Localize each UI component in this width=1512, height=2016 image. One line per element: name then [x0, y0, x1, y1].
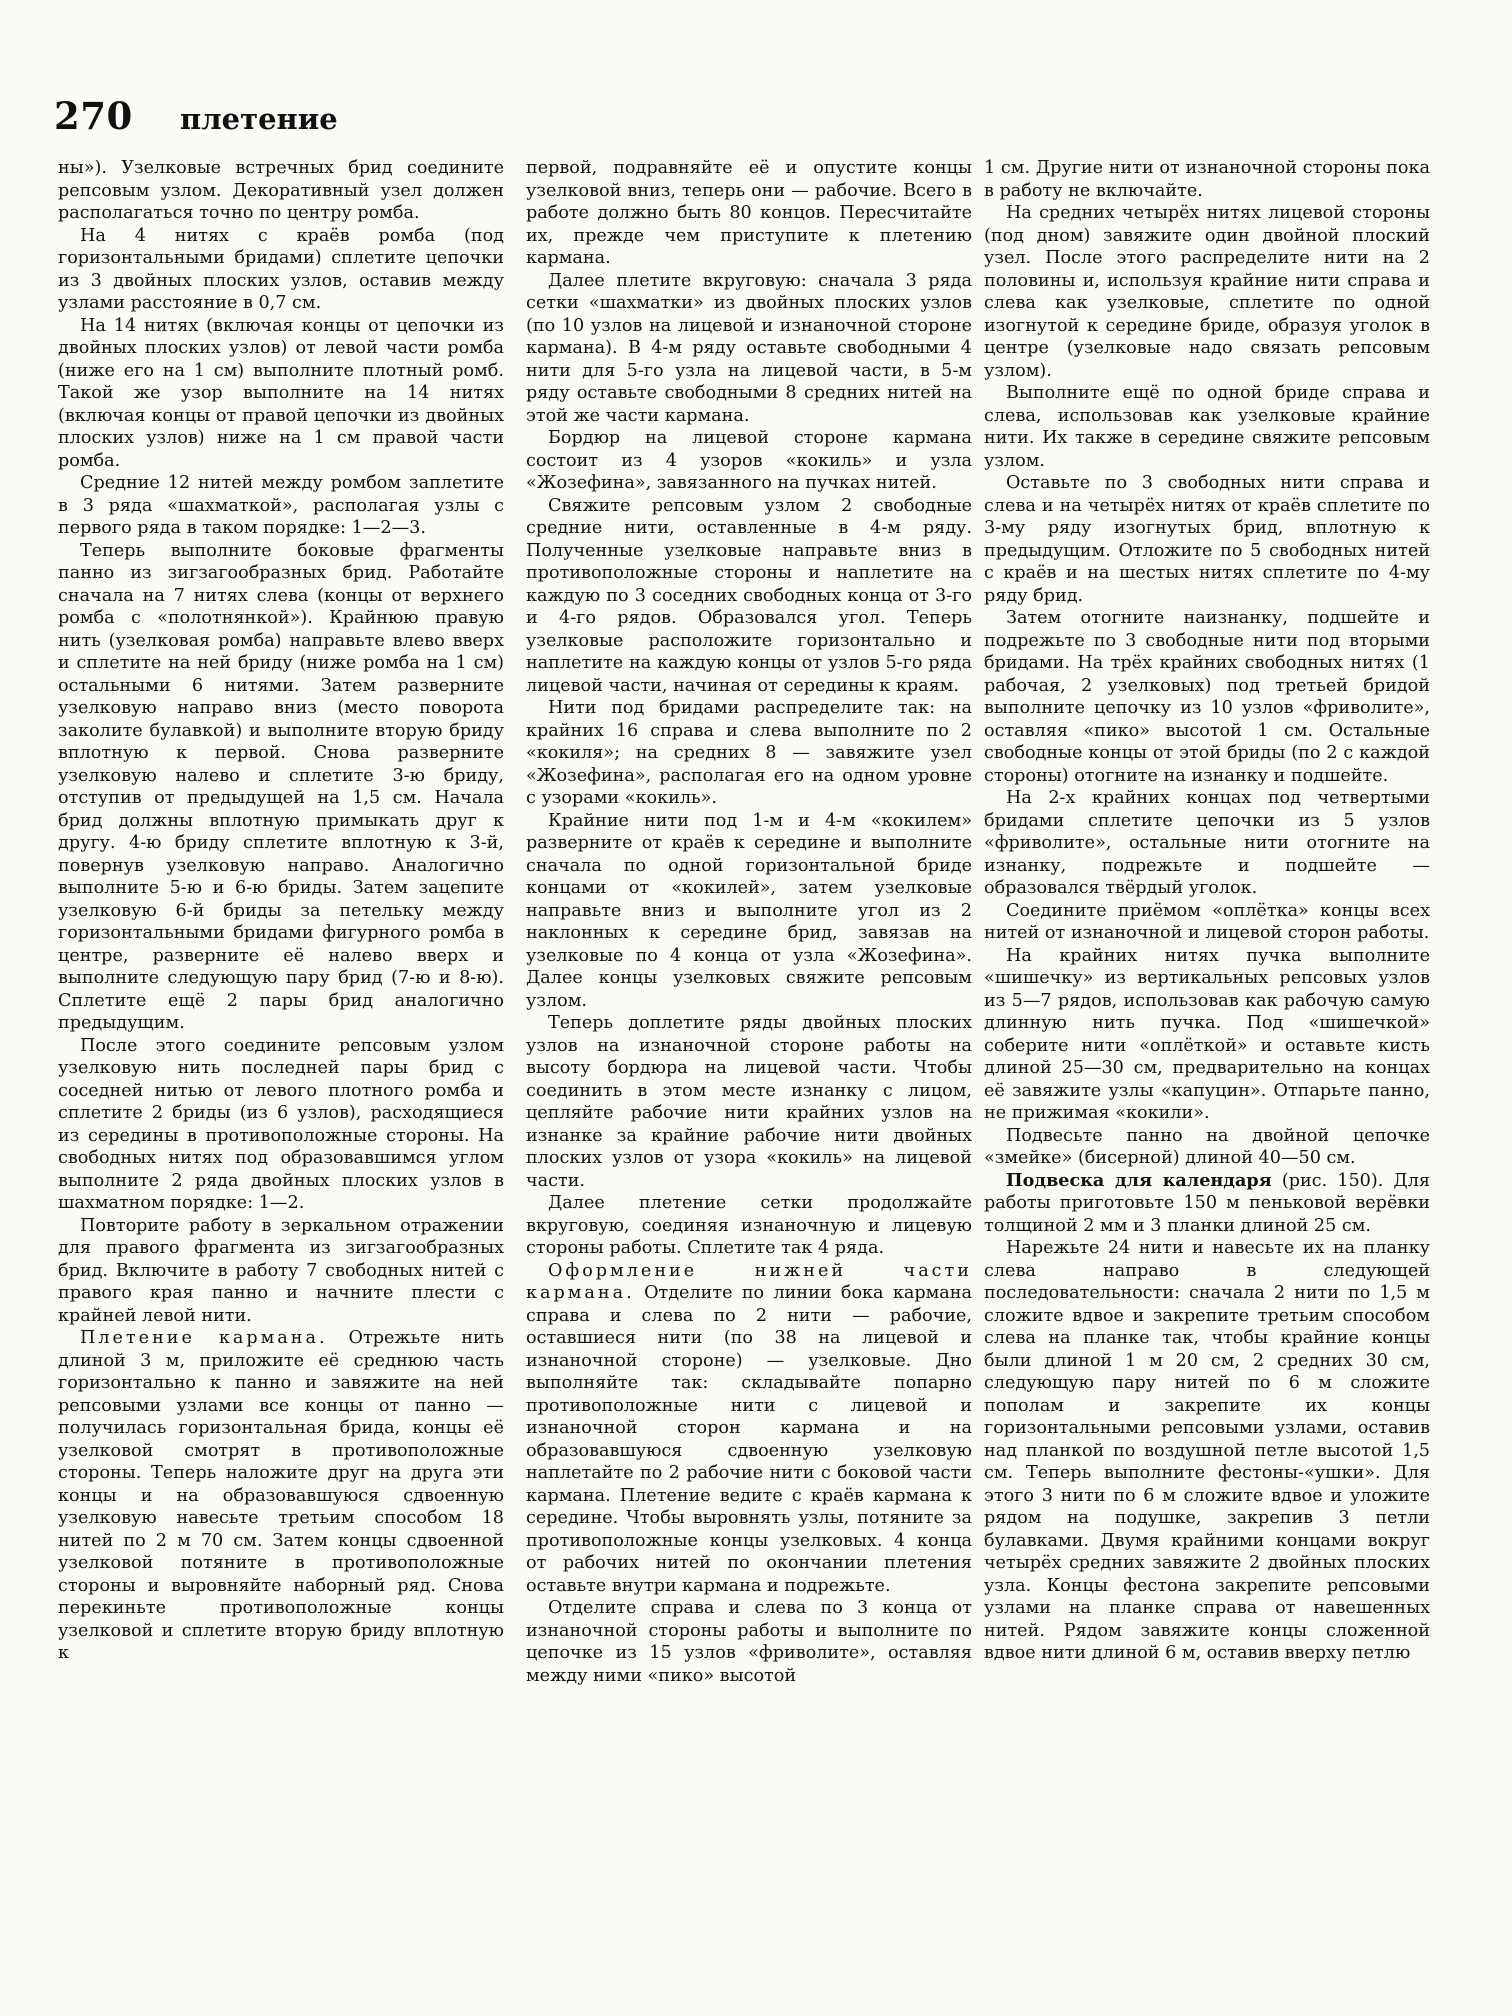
paragraph-text: Отделите справа и слева по 3 конца от изнаночной стороны работы и выполните по цепочке из 15 узлов «фриволите», оставляя между ними «пико» высотой [526, 1598, 972, 1686]
paragraph [526, 1597, 972, 1687]
paragraph-text: Затем отогните наизнанку, подшейте и подрежьте по 3 свободные нити под вторыми бридами. На трёх крайних свободных нитях (1 рабочая, 2 узелковых) под третьей бридой выполните цепочку из 10 узлов «фриволите», оставляя «пико» высотой 1 см. Остальные свободные концы от этой бриды (по 2 с каждой стороны) отогните на изнанку и подшейте. [984, 608, 1430, 786]
paragraph [58, 157, 504, 225]
paragraph [984, 382, 1430, 472]
paragraph [526, 1012, 972, 1192]
paragraph-text: Теперь выполните боковые фрагменты панно из зигзагообразных брид. Работайте сначала на 7 нитях слева (концы от верхнего ромба с «полотнянкой»). Крайнюю правую нить (узелковая ромба) направьте влево вверх и сплетите на ней бриду (ниже ромба на 1 см) остальными 6 нитями. Затем разверните узелковую направо вниз (место поворота заколите булавкой) и выполните вторую бриду вплотную к первой. Снова разверните узелковую налево и сплетите 3-ю бриду, отступив от предыдущей на 1,5 см. Начала брид должны вплотную примыкать друг к другу. 4-ю бриду сплетите вплотную к 3-й, повернув узелковую направо. Аналогично выполните 5-ю и 6-ю бриды. Затем зацепите узелковую 6-й бриды за петельку между горизонтальными бридами фигурного ромба в центре, разверните её налево вверх и выполните следующую пару брид (7-ю и 8-ю). Сплетите ещё 2 пары брид аналогично предыдущим. [58, 540, 504, 1033]
paragraph [526, 810, 972, 1013]
paragraph-text: На 4 нитях с краёв ромба (под горизонтальными бридами) сплетите цепочки из 3 двойных плоских узлов, оставив между узлами расстояние в 0,7 см. [58, 225, 504, 313]
paragraph [984, 945, 1430, 1125]
paragraph [58, 1035, 504, 1215]
paragraph-text: первой, подравняйте её и опустите концы узелковой вниз, теперь они — рабочие. Всего в работе должно быть 80 концов. Пересчитайте их, прежде чем приступите к плетению кармана. [526, 158, 972, 268]
paragraph-text: Теперь доплетите ряды двойных плоских узлов на изнаночной стороне работы на высоту бордюра на лицевой части. Чтобы соединить в этом месте изнанку с лицом, цепляйте рабочие нити крайних узлов на изнанке за крайние рабочие нити двойных плоских узлов от узора «кокиль» на лицевой части. [526, 1013, 972, 1191]
paragraph-text: На крайних нитях пучка выполните «шишечку» из вертикальных репсовых узлов из 5—7 рядов, использовав как рабочую самую длинную нить пучка. Под «шишечкой» соберите нити «оплёткой» и оставьте кисть длиной 25—30 см, предварительно на концах её завяжите узлы «капуцин». Отпарьте панно, не прижимая «кокили». [984, 945, 1430, 1123]
paragraph [58, 540, 504, 1035]
paragraph [984, 787, 1430, 900]
paragraph [58, 1327, 504, 1665]
paragraph-text: ны»). Узелковые встречных брид соедините репсовым узлом. Декоративный узел должен располагаться точно по центру ромба. [58, 158, 504, 223]
paragraph [58, 225, 504, 315]
paragraph-text: Отделите по линии бока кармана справа и слева по 2 нити — рабочие, оставшиеся нити (по 38 на лицевой и изнаночной стороне) — узелковые. Дно выполняйте так: складывайте попарно противоположные нити с лицевой и изнаночной сторон кармана и на образовавшуюся сдвоенную узелковую наплетайте по 2 рабочие нити с боковой части кармана. Плетение ведите с краёв кармана к середине. Чтобы выровнять узлы, потяните за противоположные концы узелковых. 4 конца от рабочих нитей по окончании плетения оставьте внутри кармана и подрежьте. [526, 1283, 972, 1596]
paragraph-text: Нити под бридами распределите так: на крайних 16 справа и слева выполните по 2 «кокиля»; на средних 8 — завяжите узел «Жозефина», располагая его на одном уровне с узорами «кокиль». [526, 698, 972, 808]
paragraph-text: Далее плетите вкруговую: сначала 3 ряда сетки «шахматки» из двойных плоских узлов (по 10 узлов на лицевой и изнаночной стороне кармана). В 4-м ряду оставьте свободными 4 нити для 5-го узла на лицевой части, в 5-м ряду оставьте свободными 8 средних нитей на этой же части кармана. [526, 270, 972, 426]
text-column-1 [58, 157, 504, 1982]
paragraph [984, 202, 1430, 382]
paragraph-text: Повторите работу в зеркальном отражении для правого фрагмента из зигзагообразных брид. Включите в работу 7 свободных нитей с правого края панно и начните плести с крайней левой нити. [58, 1215, 504, 1326]
paragraph [58, 472, 504, 540]
paragraph-text: Оставьте по 3 свободных нити справа и слева и на четырёх нитях от краёв сплетите по 3-му ряду изогнутых брид, вплотную к предыдущим. Отложите по 5 свободных нитей с краёв и на шестых нитях сплетите по 4-му ряду брид. [984, 473, 1430, 606]
paragraph [984, 1170, 1430, 1238]
paragraph-text: Свяжите репсовым узлом 2 свободные средние нити, оставленные в 4-м ряду. Полученные узелковые направьте вниз в противоположные стороны и наплетите на каждую по 3 соседних свободных конца от 3-го и 4-го рядов. Образовался угол. Теперь узелковые расположите горизонтально и наплетите на каждую концы от узлов 5-го ряда лицевой части, начиная от середины к краям. [526, 495, 972, 696]
paragraph-text: Отрежьте нить длиной 3 м, приложите её среднюю часть горизонтально к панно и завяжите на ней репсовыми узлами все концы от панно — получилась горизонтальная брида, концы её узелковой смотрят в противоположные стороны. Теперь наложите друг на друга эти концы и на образовавшуюся сдвоенную узелковую навесьте третьим способом 18 нитей по 2 м 70 см. Затем концы сдвоенной узелковой потяните в противоположные стороны и выровняйте наборный ряд. Снова перекиньте противоположные концы узелковой и сплетите вторую бриду вплотную к [58, 1328, 504, 1663]
paragraph-lead: Оформление нижней части кармана. [526, 1260, 972, 1303]
paragraph-text: После этого соедините репсовым узлом узелковую нить последней пары брид с соседней нитью от левого плотного ромба и сплетите 2 бриды (из 6 узлов), расходящиеся из середины в противоположные стороны. На свободных нитях под образовавшимся углом выполните 2 ряда двойных плоских узлов в шахматном порядке: 1—2. [58, 1035, 504, 1213]
paragraph-text: На средних четырёх нитях лицевой стороны (под дном) завяжите один двойной плоский узел. После этого распределите нити на 2 половины и, используя крайние нити справа и слева как узелковые, сплетите по одной изогнутой к середине бриде, образуя уголок в центре (узелковые надо связать репсовым узлом). [984, 203, 1430, 381]
paragraph [984, 1125, 1430, 1170]
paragraph-text: Соедините приёмом «оплётка» концы всех нитей от изнаночной и лицевой сторон работы. [984, 900, 1430, 943]
paragraph-text: Подвесьте панно на двойной цепочке «змейке» (бисерной) длиной 40—50 см. [984, 1125, 1430, 1168]
paragraph [984, 1237, 1430, 1665]
paragraph [526, 270, 972, 428]
paragraph-text: На 2-х крайних концах под четвертыми бридами сплетите цепочки из 5 узлов «фриволите», остальные нити отогните на изнанку, подрежьте и подшейте — образовался твёрдый уголок. [984, 788, 1430, 898]
paragraph-text: На 14 нитях (включая концы от цепочки из двойных плоских узлов) от левой части ромба (ниже его на 1 см) выполните плотный ромб. Такой же узор выполните на 14 нитях (включая концы от правой цепочки из двойных плоских узлов) ниже на 1 см правой части ромба. [58, 315, 504, 471]
paragraph [526, 697, 972, 810]
text-column-3 [984, 157, 1430, 1982]
paragraph [58, 315, 504, 473]
section-title: плетение [180, 102, 338, 136]
page-number: 270 [54, 94, 133, 138]
paragraph [526, 157, 972, 270]
text-column-2 [526, 157, 972, 1982]
paragraph-text: Крайние нити под 1-м и 4-м «кокилем» разверните от краёв к середине и выполните сначала по одной горизонтальной бриде концами от «кокилей», затем узелковые направьте вниз и выполните угол из 2 наклонных к середине брид, завязав на узелковые по 4 конца от узла «Жозефина». Далее концы узелковых свяжите репсовым узлом. [526, 810, 972, 1011]
paragraph [984, 472, 1430, 607]
paragraph-text: Нарежьте 24 нити и навесьте их на планку слева направо в следующей последовательности: сначала 2 нити по 1,5 м сложите вдвое и закрепите третьим способом слева на планке так, чтобы крайние концы были длиной 1 м 20 см, 2 средних 30 см, следующую пару нитей по 6 м сложите пополам и закрепите их концы горизонтальными репсовыми узлами, оставив над планкой по воздушной петле высотой 1,5 см. Теперь выполните фестоны-«ушки». Для этого 3 нити по 6 м сложите вдвое и уложите рядом на подушке, закрепив 3 петли булавками. Двумя крайними концами вокруг четырёх средних завяжите 2 двойных плоских узла. Концы фестона закрепите репсовыми узлами на планке справа от навешенных нитей. Рядом завяжите концы сложенной вдвое нити длиной 6 м, оставив вверху петлю [984, 1238, 1430, 1663]
paragraph [984, 900, 1430, 945]
paragraph [526, 427, 972, 495]
paragraph [526, 495, 972, 698]
paragraph-text: Бордюр на лицевой стороне кармана состоит из 4 узоров «кокиль» и узла «Жозефина», завязанного на пучках нитей. [526, 428, 972, 493]
paragraph-lead: Подвеска для календаря [1006, 1169, 1272, 1191]
paragraph [526, 1192, 972, 1260]
paragraph [984, 157, 1430, 202]
paragraph-text: 1 см. Другие нити от изнаночной стороны пока в работу не включайте. [984, 158, 1430, 201]
paragraph [984, 607, 1430, 787]
paragraph-text: Средние 12 нитей между ромбом заплетите в 3 ряда «шахматкой», располагая узлы с первого ряда в таком порядке: 1—2—3. [58, 473, 504, 538]
paragraph-text: (рис. 150). Для работы приготовьте 150 м пеньковой верёвки толщиной 2 мм и 3 планки длиной 25 см. [984, 1170, 1430, 1236]
paragraph-text: Далее плетение сетки продолжайте вкруговую, соединяя изнаночную и лицевую стороны работы. Сплетите так 4 ряда. [526, 1193, 972, 1258]
paragraph-text: Выполните ещё по одной бриде справа и слева, использовав как узелковые крайние нити. Их также в середине свяжите репсовым узлом. [984, 383, 1430, 471]
paragraph-lead: Плетение кармана. [80, 1328, 328, 1348]
paragraph [526, 1260, 972, 1598]
paragraph [58, 1215, 504, 1328]
